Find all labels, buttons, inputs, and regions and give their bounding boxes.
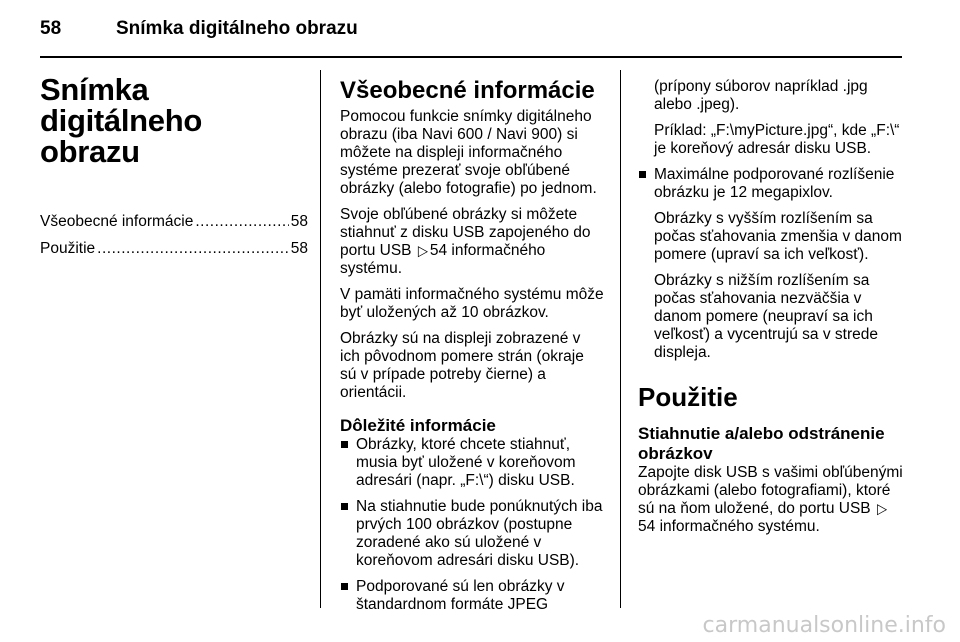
bullet-item [340,498,604,570]
bullet-item [340,578,604,614]
column-1 [40,68,308,267]
paragraph: Obrázky s nižším rozlíšením sa počas sťahovania nezväčšia v danom pomere (neupraví sa ich veľkosť) a vycentrujú sa v strede displeja. [654,272,878,361]
section-heading: Použitie [638,382,738,412]
toc-entry[interactable] [40,240,308,258]
paragraph-text: informačného systému. [659,518,820,535]
chapter-title: Snímka digitálneho obrazu [40,72,203,169]
section-heading: Všeobecné informácie [340,77,595,104]
running-title: Snímka digitálneho obrazu [116,18,358,39]
toc-leader-dots [97,240,289,258]
toc-entry-label: Použitie [40,240,96,257]
paragraph-text: informačného systému. [340,242,546,277]
page-reference[interactable]: 54 [638,518,656,535]
subsection-heading: Dôležité informácie [340,416,496,435]
paragraph [638,464,904,536]
paragraph: V pamäti informačného systému môže byť uložených až 10 obrázkov. [340,286,604,321]
watermark: carmanualsonline.info [702,613,946,638]
page-reference-arrow-icon: ▷ [876,500,887,517]
bullet-square-icon [341,441,348,448]
page-reference[interactable]: 54 [429,242,448,259]
paragraph-text: Zapojte disk USB s vašimi obľúbenými obrázkami (alebo fotografiami), ktoré sú na ňom uložené, do portu USB [638,464,903,517]
paragraph: Pomocou funkcie snímky digitálneho obrazu (iba Navi 600 / Navi 900) si môžete na displeji informačného systéme prezerať svoje obľúbené obrázky (alebo fotografie) po jednom. [340,108,597,197]
toc-entry-page: 58 [290,240,308,257]
bullet-square-icon [639,171,646,178]
paragraph: Príklad: „F:\myPicture.jpg“, kde „F:\“ je koreňový adresár disku USB. [654,122,900,157]
toc-entry-label: Všeobecné informácie [40,213,194,230]
column-divider-2 [620,70,621,608]
toc-entry-page: 58 [290,213,308,230]
column-divider-1 [320,70,321,608]
header-divider [40,56,902,58]
bullet-square-icon [341,503,348,510]
page-header [40,18,902,48]
paragraph: Obrázky s vyšším rozlíšením sa počas sťahovania zmenšia v danom pomere (upraví sa ich veľkosť). [654,210,902,263]
paragraph-text: Svoje obľúbené obrázky si môžete stiahnuť z disku USB zapojeného do portu USB [340,206,591,259]
toc-entry[interactable] [40,213,308,231]
paragraph: (prípony súborov napríklad .jpg alebo .jpeg). [654,78,868,113]
column-3 [638,68,904,544]
bullet-item [340,436,604,490]
page-number: 58 [40,18,62,39]
bullet-text: Na stiahnutie bude ponúknutých iba prvých 100 obrázkov (postupne zoradené ako sú uložené v koreňovom adresári disku USB). [356,498,603,569]
subsection-heading: Stiahnutie a/alebo odstránenie obrázkov [638,424,885,463]
bullet-item [638,166,904,202]
page-reference-arrow-icon: ▷ [417,242,428,259]
toc-leader-dots [195,213,288,231]
bullet-text: Maximálne podporované rozlíšenie obrázku je 12 megapixlov. [654,166,895,201]
column-2 [340,68,604,622]
paragraph [340,206,604,278]
bullet-text: Obrázky, ktoré chcete stiahnuť, musia byť uložené v koreňovom adresári (napr. „F:\“) disku USB. [356,436,576,489]
bullet-text: Podporované sú len obrázky v štandardnom formáte JPEG [356,578,565,613]
paragraph: Obrázky sú na displeji zobrazené v ich pôvodnom pomere strán (okraje sú v prípade potreby čierne) a orientácii. [340,330,584,401]
bullet-square-icon [341,583,348,590]
